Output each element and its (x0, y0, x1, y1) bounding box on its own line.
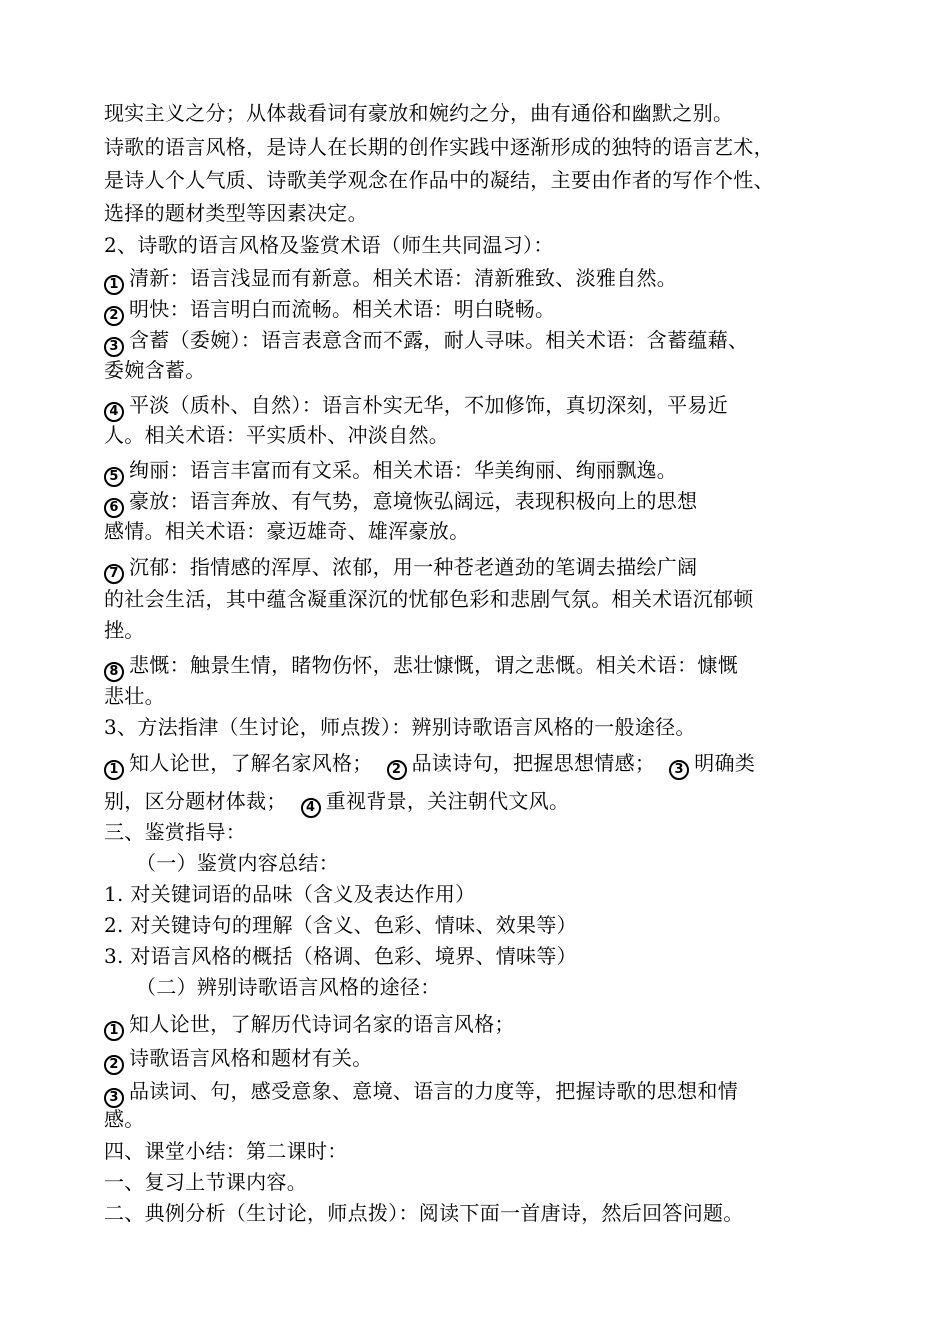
text: 1. 对关键词语的品味（含义及表达作用） (104, 882, 476, 906)
text-line (104, 101, 733, 125)
text: 重视背景，关注朝代文风。 (325, 789, 570, 813)
text-line (104, 201, 368, 225)
text: （一）鉴赏内容总结： (136, 851, 339, 875)
text: 的社会生活，其中蕴含凝重深沉的忧郁色彩和悲剧气氛。相关术语沉郁顿 (104, 587, 754, 611)
circled-number-marker: 3 (669, 760, 689, 780)
text-line (104, 1107, 145, 1131)
circled-number-marker: 5 (104, 467, 124, 487)
text: 含蓄（委婉）：语言表意含而不露，耐人寻味。相关术语：含蓄蕴藉、 (129, 328, 749, 352)
text: 品读词、句，感受意象、意境、语言的力度等，把握诗歌的思想和情 (129, 1079, 738, 1103)
list-item (104, 1079, 738, 1108)
text: 委婉含蓄。 (104, 358, 206, 382)
circled-number-marker: 1 (104, 1021, 124, 1041)
text: 知人论世，了解历代诗词名家的语言风格； (129, 1012, 515, 1036)
text: 感情。相关术语：豪迈雄奇、雄浑豪放。 (104, 519, 470, 543)
section-heading (104, 1170, 307, 1194)
list-item (104, 1046, 373, 1075)
text: 现实主义之分；从体裁看词有豪放和婉约之分，曲有通俗和幽默之别。 (104, 101, 734, 125)
text: 是诗人个人气质、诗歌美学观念在作品中的凝结，主要由作者的写作个性、 (104, 168, 774, 192)
text: 绚丽：语言丰富而有文采。相关术语：华美绚丽、绚丽飘逸。 (129, 458, 678, 482)
text: 知人论世，了解名家风格； (129, 751, 373, 775)
list-item (104, 458, 677, 487)
text-line (104, 168, 774, 192)
circled-number-marker: 6 (104, 498, 124, 518)
text: 明快：语言明白而流畅。相关术语：明白晓畅。 (129, 297, 556, 321)
text: 豪放：语言奔放、有气势，意境恢弘阔远，表现积极向上的思想 (129, 489, 698, 513)
circled-number-marker: 2 (104, 306, 124, 326)
list-item (104, 489, 697, 518)
text: 沉郁：指情感的浑厚、浓郁，用一种苍老遒劲的笔调去描绘广阔 (129, 555, 698, 579)
text: 悲壮。 (104, 684, 165, 708)
subsection-heading (136, 975, 441, 999)
list-item (104, 297, 555, 326)
numbered-item (104, 944, 577, 968)
text: 别，区分题材体裁； (104, 789, 287, 813)
circled-number-marker: 2 (387, 760, 407, 780)
list-item (104, 328, 748, 357)
text: 四、课堂小结：第二课时： (104, 1139, 348, 1163)
list-item (104, 653, 738, 682)
circled-number-marker: 4 (104, 402, 124, 422)
text: 诗歌语言风格和题材有关。 (129, 1046, 373, 1070)
list-item (104, 393, 728, 422)
text-line (104, 684, 165, 708)
text: 人。相关术语：平实质朴、冲淡自然。 (104, 423, 450, 447)
circled-number-marker: 3 (104, 337, 124, 357)
circled-number-marker: 1 (104, 275, 124, 295)
section-heading (104, 1139, 348, 1163)
section-heading (104, 233, 554, 257)
text: 清新：语言浅显而有新意。相关术语：清新雅致、淡雅自然。 (129, 266, 678, 290)
text: 2、诗歌的语言风格及鉴赏术语（师生共同温习）： (104, 233, 554, 257)
text: 明确类 (694, 751, 756, 775)
text: 2. 对关键诗句的理解（含义、色彩、情味、效果等） (104, 913, 577, 937)
subsection-heading (136, 851, 339, 875)
list-item (104, 789, 569, 818)
section-heading (104, 820, 246, 844)
circled-number-marker: 8 (104, 662, 124, 682)
numbered-item (104, 882, 475, 906)
text: （二）辨别诗歌语言风格的途径： (136, 975, 441, 999)
text: 感。 (104, 1107, 145, 1131)
text-line (104, 423, 449, 447)
text-line (104, 135, 774, 159)
text: 挫。 (104, 618, 145, 642)
text: 一、复习上节课内容。 (104, 1170, 307, 1194)
list-item (104, 1012, 515, 1041)
section-heading (104, 715, 696, 739)
text: 3、方法指津（生讨论，师点拨）：辨别诗歌语言风格的一般途径。 (104, 715, 696, 739)
circled-number-marker: 7 (104, 564, 124, 584)
text: 三、鉴赏指导： (104, 820, 247, 844)
list-item (104, 266, 677, 295)
text: 选择的题材类型等因素决定。 (104, 201, 368, 225)
text: 3. 对语言风格的概括（格调、色彩、境界、情味等） (104, 944, 577, 968)
text-line (104, 587, 754, 611)
text-line (104, 358, 206, 382)
text: 悲慨：触景生情，睹物伤怀，悲壮慷慨，谓之悲慨。相关术语：慷慨 (129, 653, 738, 677)
text: 诗歌的语言风格，是诗人在长期的创作实践中逐渐形成的独特的语言艺术， (104, 135, 774, 159)
circled-number-marker: 4 (301, 798, 321, 818)
list-item (104, 555, 697, 584)
list-item (104, 751, 755, 780)
text-line (104, 519, 469, 543)
text: 二、典例分析（生讨论，师点拨）：阅读下面一首唐诗，然后回答问题。 (104, 1201, 744, 1225)
circled-number-marker: 2 (104, 1055, 124, 1075)
numbered-item (104, 913, 577, 937)
text: 品读诗句，把握思想情感； (411, 751, 656, 775)
circled-number-marker: 1 (104, 760, 124, 780)
text: 平淡（质朴、自然）：语言朴实无华，不加修饰，真切深刻，平易近 (129, 393, 728, 417)
text-line (104, 618, 145, 642)
circled-number-marker: 3 (104, 1088, 124, 1108)
section-heading (104, 1201, 744, 1225)
